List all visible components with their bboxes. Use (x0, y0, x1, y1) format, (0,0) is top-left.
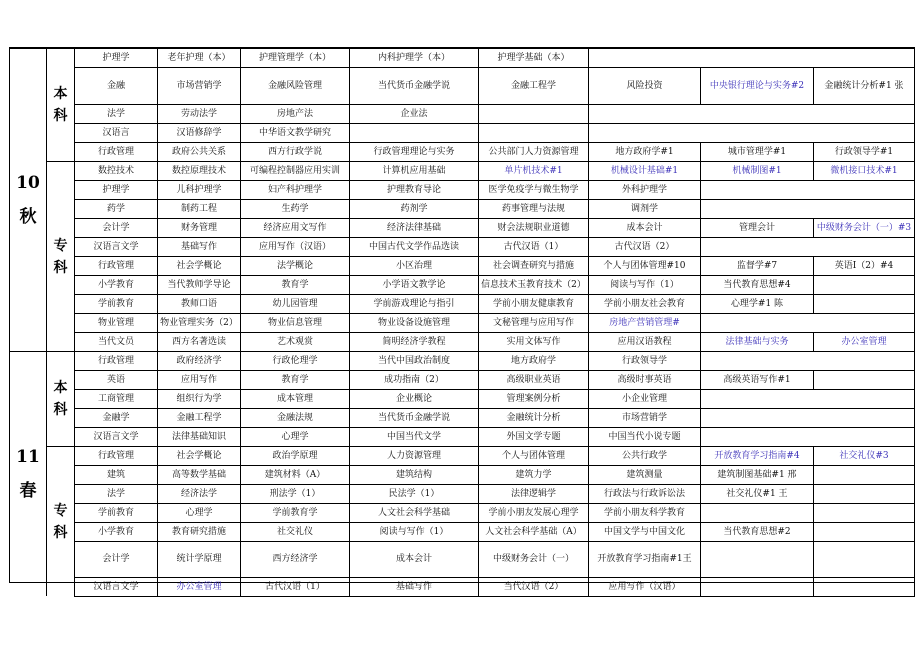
course-cell: 法律逻辑学 (478, 484, 589, 504)
major-name-cell: 学前教育 (74, 503, 158, 523)
course-cell: 幼儿园管理 (240, 294, 350, 314)
course-cell: 人文社会科学基础（A） (478, 522, 589, 542)
major-name-cell: 金融 (74, 67, 158, 105)
course-cell: 学前小朋友社会教育 (588, 294, 701, 314)
course-cell: 学前游戏理论与指引 (349, 294, 479, 314)
course-cell: 护理教育导论 (349, 180, 479, 200)
course-cell: 心理学 (157, 503, 241, 523)
course-cell: 外国文学专题 (478, 427, 589, 447)
major-name-cell: 行政管理 (74, 142, 158, 162)
course-cell: 房地产营销管理# (588, 313, 701, 333)
major-name-cell: 汉语言文学 (74, 577, 158, 597)
course-cell: 成功指南（2） (349, 370, 479, 390)
course-cell: 当代中国政治制度 (349, 351, 479, 371)
course-cell: 城市管理学#1 (700, 142, 814, 162)
program-level-char: 科 (53, 259, 68, 276)
course-cell: 公共部门人力资源管理 (478, 142, 589, 162)
course-cell: 当代教育思想#4 (700, 275, 814, 295)
course-cell: 西方行政学说 (240, 142, 350, 162)
major-name-cell: 法学 (74, 104, 158, 124)
course-cell: 中国当代小说专题 (588, 427, 701, 447)
course-cell (700, 313, 915, 333)
course-cell: 成本会计 (588, 218, 701, 238)
course-cell: 地方政府学 (478, 351, 589, 371)
course-cell: 劳动法学 (157, 104, 241, 124)
course-cell: 企业概论 (349, 389, 479, 409)
course-cell: 金融法规 (240, 408, 350, 428)
major-name-cell: 物业管理 (74, 313, 158, 333)
course-cell (700, 351, 915, 371)
major-name-cell: 汉语言文学 (74, 427, 158, 447)
course-cell: 可编程控制器应用实训 (240, 161, 350, 181)
course-cell: 外科护理学 (588, 180, 701, 200)
course-cell: 社交礼仪#1 王 (700, 484, 814, 504)
major-name-cell: 建筑 (74, 465, 158, 485)
course-cell: 实用文体写作 (478, 332, 589, 352)
major-name-cell: 金融学 (74, 408, 158, 428)
course-cell: 小区治理 (349, 256, 479, 276)
course-cell: 阅读与写作（1） (349, 522, 479, 542)
course-cell: 风险投资 (588, 67, 701, 105)
course-cell: 当代汉语（2） (478, 577, 589, 597)
course-cell: 建筑力学 (478, 465, 589, 485)
course-cell: 高级英语写作#1 (700, 370, 814, 390)
course-cell (813, 503, 915, 523)
course-cell: 市场营销学 (157, 67, 241, 105)
course-cell (813, 484, 915, 504)
course-cell: 金融统计分析 (478, 408, 589, 428)
course-cell: 文秘管理与应用写作 (478, 313, 589, 333)
course-cell: 统计学原理 (157, 541, 241, 578)
major-name-cell: 英语 (74, 370, 158, 390)
course-cell: 中级财务会计（一）#3 (813, 218, 915, 238)
course-cell: 微机接口技术#1 (813, 161, 915, 181)
course-cell (813, 275, 915, 295)
course-cell: 开放教育学习指南#4 (700, 446, 814, 466)
course-cell: 建筑材料（A） (240, 465, 350, 485)
course-cell: 建筑结构 (349, 465, 479, 485)
course-cell: 成本会计 (349, 541, 479, 578)
course-cell (588, 104, 915, 124)
course-cell: 当代教师学导论 (157, 275, 241, 295)
course-cell (813, 294, 915, 314)
course-cell: 个人与团体管理#10 (588, 256, 701, 276)
course-cell: 教育研究措施 (157, 522, 241, 542)
course-cell: 行政领导学#1 (813, 142, 915, 162)
course-cell: 企业法 (349, 104, 479, 124)
course-cell: 市场营销学 (588, 408, 701, 428)
course-cell: 信息技术玉教育技术（2） (478, 275, 589, 295)
major-name-cell: 法学 (74, 484, 158, 504)
course-cell: 监督学#7 (700, 256, 814, 276)
course-cell: 开放教育学习指南#1王 (588, 541, 701, 578)
course-cell: 西方经济学 (240, 541, 350, 578)
major-name-cell: 学前教育 (74, 294, 158, 314)
major-name-cell: 会计学 (74, 541, 158, 578)
course-cell: 西方名著选读 (157, 332, 241, 352)
major-name-cell: 行政管理 (74, 446, 158, 466)
course-cell: 个人与团体管理 (478, 446, 589, 466)
course-cell: 经济应用文写作 (240, 218, 350, 238)
course-cell (700, 541, 814, 578)
course-cell: 简明经济学教程 (349, 332, 479, 352)
course-cell: 机械设计基础#1 (588, 161, 701, 181)
course-cell: 社交礼仪 (240, 522, 350, 542)
course-cell: 生药学 (240, 199, 350, 219)
program-level-char: 专 (53, 502, 68, 519)
course-cell: 应用写作（汉语） (240, 237, 350, 257)
course-cell: 中国文学与中国文化 (588, 522, 701, 542)
course-cell: 护理学基础（本） (478, 48, 589, 68)
course-cell: 法学概论 (240, 256, 350, 276)
course-cell: 金融工程学 (157, 408, 241, 428)
course-cell: 药事管理与法规 (478, 199, 589, 219)
course-cell: 政府经济学 (157, 351, 241, 371)
program-level-label (46, 48, 74, 161)
course-cell: 经济法律基础 (349, 218, 479, 238)
course-cell: 高级时事英语 (588, 370, 701, 390)
major-name-cell: 汉语言文学 (74, 237, 158, 257)
course-cell: 当代货币金融学说 (349, 408, 479, 428)
course-cell: 教师口语 (157, 294, 241, 314)
course-cell (700, 389, 915, 409)
course-cell: 行政伦理学 (240, 351, 350, 371)
course-cell: 金融风险管理 (240, 67, 350, 105)
course-cell: 单片机技术#1 (478, 161, 589, 181)
course-cell (700, 427, 915, 447)
course-cell: 古代汉语（2） (588, 237, 701, 257)
course-cell: 古代汉语（1） (240, 577, 350, 597)
program-level-label (46, 351, 74, 446)
course-cell (700, 408, 915, 428)
course-cell: 行政管理理论与实务 (349, 142, 479, 162)
course-cell: 教育学 (240, 370, 350, 390)
course-cell: 学前小朋友科学教育 (588, 503, 701, 523)
course-cell: 经济法学 (157, 484, 241, 504)
course-cell: 行政领导学 (588, 351, 701, 371)
course-cell: 建筑测量 (588, 465, 701, 485)
major-name-cell: 会计学 (74, 218, 158, 238)
semester-char: 11 (16, 447, 40, 467)
program-level-char: 科 (53, 402, 68, 418)
course-cell: 学前教育学 (240, 503, 350, 523)
program-level-char: 科 (53, 524, 68, 541)
course-cell (588, 48, 915, 68)
course-cell: 小企业管理 (588, 389, 701, 409)
course-cell: 管理案例分析 (478, 389, 589, 409)
course-cell: 成本管理 (240, 389, 350, 409)
course-cell: 儿科护理学 (157, 180, 241, 200)
program-level-label (46, 446, 74, 596)
course-cell (478, 104, 589, 124)
major-name-cell: 小学教育 (74, 522, 158, 542)
course-cell: 阅读与写作（1） (588, 275, 701, 295)
course-cell (700, 180, 915, 200)
course-cell: 公共行政学 (588, 446, 701, 466)
course-cell: 法律基础与实务 (700, 332, 814, 352)
course-cell: 财务管理 (157, 218, 241, 238)
course-cell: 物业设备设施管理 (349, 313, 479, 333)
course-cell: 护理管理学（本） (240, 48, 350, 68)
course-cell: 艺术观赏 (240, 332, 350, 352)
course-cell: 学前小朋友发展心理学 (478, 503, 589, 523)
course-cell (700, 503, 814, 523)
course-cell: 心理学#1 陈 (700, 294, 814, 314)
course-cell: 基础写作 (349, 577, 479, 597)
course-cell: 政府公共关系 (157, 142, 241, 162)
course-cell: 教育学 (240, 275, 350, 295)
course-cell: 社交礼仪#3 (813, 446, 915, 466)
course-cell: 房地产法 (240, 104, 350, 124)
program-level-char: 专 (53, 237, 68, 254)
course-cell: 政治学原理 (240, 446, 350, 466)
course-cell: 中国古代文学作品选读 (349, 237, 479, 257)
course-cell (700, 577, 814, 597)
course-cell: 高等数学基础 (157, 465, 241, 485)
course-cell: 应用汉语教程 (588, 332, 701, 352)
course-cell: 当代货币金融学说 (349, 67, 479, 105)
course-cell: 行政法与行政诉讼法 (588, 484, 701, 504)
course-cell: 机械制图#1 (700, 161, 814, 181)
course-cell: 办公室管理 (813, 332, 915, 352)
course-cell: 数控原理技术 (157, 161, 241, 181)
course-cell (813, 577, 915, 597)
course-cell: 英语Ⅰ（2）#4 (813, 256, 915, 276)
course-cell: 建筑制图基础#1 邢 (700, 465, 814, 485)
semester-char: 春 (19, 481, 37, 501)
course-cell (700, 237, 915, 257)
semester-label (10, 351, 46, 596)
semester-char: 10 (16, 173, 40, 193)
course-cell: 社会学概论 (157, 446, 241, 466)
course-cell: 组织行为学 (157, 389, 241, 409)
course-cell: 小学语文教学论 (349, 275, 479, 295)
major-name-cell: 护理学 (74, 48, 158, 68)
major-name-cell: 数控技术 (74, 161, 158, 181)
program-level-char: 本 (53, 86, 68, 102)
course-cell (349, 123, 479, 143)
course-cell: 学前小朋友健康教育 (478, 294, 589, 314)
course-cell: 计算机应用基础 (349, 161, 479, 181)
course-cell: 物业信息管理 (240, 313, 350, 333)
course-cell: 中央银行理论与实务#2 (700, 67, 814, 105)
major-name-cell: 汉语言 (74, 123, 158, 143)
course-cell (813, 370, 915, 390)
major-name-cell: 工商管理 (74, 389, 158, 409)
course-cell: 药剂学 (349, 199, 479, 219)
course-cell: 地方政府学#1 (588, 142, 701, 162)
course-cell (478, 123, 589, 143)
course-cell: 应用写作 (157, 370, 241, 390)
course-cell: 心理学 (240, 427, 350, 447)
course-cell: 金融统计分析#1 张 (813, 67, 915, 105)
program-level-label (46, 161, 74, 351)
course-cell: 调剂学 (588, 199, 701, 219)
course-cell: 人文社会科学基础 (349, 503, 479, 523)
course-cell: 妇产科护理学 (240, 180, 350, 200)
course-cell: 医学免疫学与微生物学 (478, 180, 589, 200)
major-name-cell: 护理学 (74, 180, 158, 200)
course-cell (813, 522, 915, 542)
major-name-cell: 小学教育 (74, 275, 158, 295)
major-name-cell: 药学 (74, 199, 158, 219)
course-cell (813, 541, 915, 578)
course-cell (588, 123, 915, 143)
major-name-cell: 行政管理 (74, 351, 158, 371)
course-cell: 内科护理学（本） (349, 48, 479, 68)
course-cell: 中级财务会计（一） (478, 541, 589, 578)
course-cell: 办公室管理 (157, 577, 241, 597)
course-cell: 应用写作（汉语） (588, 577, 701, 597)
course-cell: 民法学（1） (349, 484, 479, 504)
course-cell: 老年护理（本） (157, 48, 241, 68)
course-cell: 人力资源管理 (349, 446, 479, 466)
course-cell: 古代汉语（1） (478, 237, 589, 257)
course-cell: 基础写作 (157, 237, 241, 257)
semester-label (10, 48, 46, 351)
course-cell (813, 465, 915, 485)
course-cell: 金融工程学 (478, 67, 589, 105)
course-cell: 管理会计 (700, 218, 814, 238)
course-cell: 物业管理实务（2） (157, 313, 241, 333)
course-cell (700, 199, 915, 219)
course-cell: 社会学概论 (157, 256, 241, 276)
course-cell: 中华语文教学研究 (240, 123, 350, 143)
course-cell: 刑法学（1） (240, 484, 350, 504)
course-cell: 法律基础知识 (157, 427, 241, 447)
course-cell: 社会调查研究与措施 (478, 256, 589, 276)
program-level-char: 本 (53, 380, 68, 396)
course-schedule-table (9, 47, 915, 592)
semester-char: 秋 (19, 207, 37, 227)
course-cell: 当代教育思想#2 (700, 522, 814, 542)
course-cell: 制药工程 (157, 199, 241, 219)
major-name-cell: 当代文员 (74, 332, 158, 352)
course-cell: 汉语修辞学 (157, 123, 241, 143)
course-cell: 高级职业英语 (478, 370, 589, 390)
course-cell: 财会法规职业道德 (478, 218, 589, 238)
course-cell: 中国当代文学 (349, 427, 479, 447)
program-level-char: 科 (53, 108, 68, 124)
major-name-cell: 行政管理 (74, 256, 158, 276)
